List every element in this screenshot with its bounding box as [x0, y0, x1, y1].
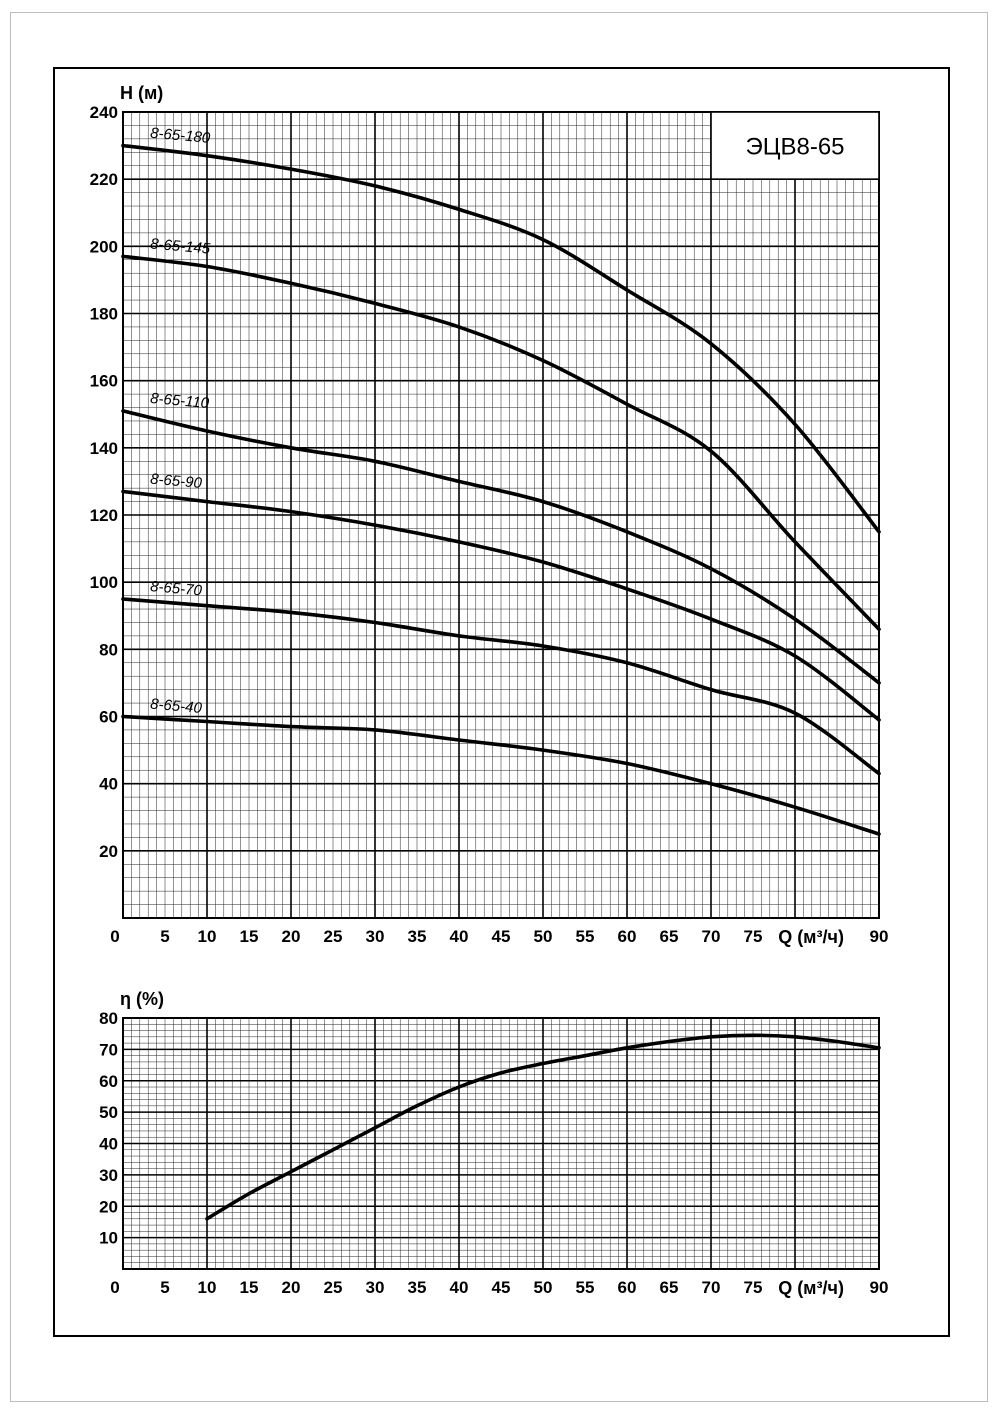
head-y-tick-label: 100	[89, 573, 118, 593]
head-y-tick-label: 220	[89, 170, 118, 190]
head-y-axis-title: H (м)	[120, 83, 164, 103]
head-x-tick-label: 0	[110, 927, 120, 946]
head-y-tick-label: 160	[89, 371, 118, 391]
efficiency-x-tick-label: 60	[617, 1278, 637, 1297]
head-x-tick-label: 15	[239, 927, 259, 946]
efficiency-x-tick-label: 70	[701, 1278, 721, 1297]
head-x-tick-label: 70	[701, 927, 721, 946]
efficiency-y-tick-label: 10	[99, 1228, 118, 1248]
efficiency-x-tick-label: 65	[659, 1278, 679, 1297]
efficiency-x-tick-label: 50	[533, 1278, 553, 1297]
efficiency-chart	[99, 989, 888, 1298]
head-y-tick-label: 40	[99, 774, 118, 794]
head-series-label: 8-65-70	[149, 578, 203, 600]
head-x-tick-label: 30	[365, 927, 385, 946]
head-y-tick-label: 80	[99, 640, 118, 660]
head-series-label: 8-65-40	[149, 695, 203, 717]
head-x-tick-label: 10	[197, 927, 217, 946]
efficiency-x-tick-label: 15	[239, 1278, 259, 1297]
efficiency-y-tick-label: 50	[99, 1103, 118, 1123]
efficiency-x-tick-label: 45	[491, 1278, 511, 1297]
head-y-tick-label: 200	[89, 237, 118, 257]
head-x-tick-label: 90	[869, 927, 889, 946]
efficiency-x-tick-label: 40	[449, 1278, 469, 1297]
head-x-tick-label: 20	[281, 927, 301, 946]
head-x-tick-label: 45	[491, 927, 511, 946]
head-x-tick-label: 65	[659, 927, 679, 946]
efficiency-x-axis-title: Q (м³/ч)	[778, 1278, 844, 1298]
head-series-label: 8-65-110	[149, 389, 210, 413]
efficiency-x-tick-label: 30	[365, 1278, 385, 1297]
head-x-tick-label: 50	[533, 927, 553, 946]
head-series-label: 8-65-145	[149, 235, 211, 258]
head-x-tick-label: 60	[617, 927, 637, 946]
efficiency-x-tick-label: 55	[575, 1278, 595, 1297]
head-y-tick-label: 60	[99, 707, 118, 727]
efficiency-x-tick-label: 25	[323, 1278, 343, 1297]
efficiency-y-tick-label: 70	[99, 1040, 118, 1060]
head-y-tick-label: 240	[89, 103, 118, 122]
efficiency-x-tick-label: 20	[281, 1278, 301, 1297]
head-x-tick-label: 75	[743, 927, 763, 946]
chart-title: ЭЦВ8-65	[745, 133, 845, 161]
head-x-tick-label: 25	[323, 927, 343, 946]
efficiency-y-axis-title: η (%)	[120, 989, 164, 1009]
head-series-label: 8-65-90	[149, 470, 203, 492]
efficiency-y-tick-label: 40	[99, 1134, 118, 1154]
efficiency-x-tick-label: 35	[407, 1278, 427, 1297]
efficiency-y-tick-label: 80	[99, 1009, 118, 1028]
head-y-tick-label: 20	[99, 841, 118, 861]
efficiency-x-tick-label: 0	[110, 1278, 120, 1297]
head-x-tick-label: 55	[575, 927, 595, 946]
head-series-label: 8-65-180	[149, 124, 211, 147]
head-x-axis-title: Q (м³/ч)	[778, 927, 844, 947]
efficiency-x-tick-label: 90	[869, 1278, 889, 1297]
head-y-tick-label: 120	[89, 506, 118, 525]
efficiency-y-tick-label: 30	[99, 1165, 118, 1185]
head-y-tick-label: 180	[89, 304, 118, 324]
head-x-tick-label: 40	[449, 927, 469, 946]
efficiency-x-tick-label: 10	[197, 1278, 217, 1297]
head-x-tick-label: 5	[160, 927, 170, 946]
efficiency-x-tick-label: 5	[160, 1278, 170, 1297]
head-y-tick-label: 140	[89, 438, 118, 458]
head-chart	[90, 83, 889, 947]
head-x-tick-label: 35	[407, 927, 427, 946]
efficiency-x-tick-label: 75	[743, 1278, 763, 1297]
efficiency-y-tick-label: 60	[99, 1071, 118, 1091]
efficiency-y-tick-label: 20	[99, 1197, 118, 1217]
